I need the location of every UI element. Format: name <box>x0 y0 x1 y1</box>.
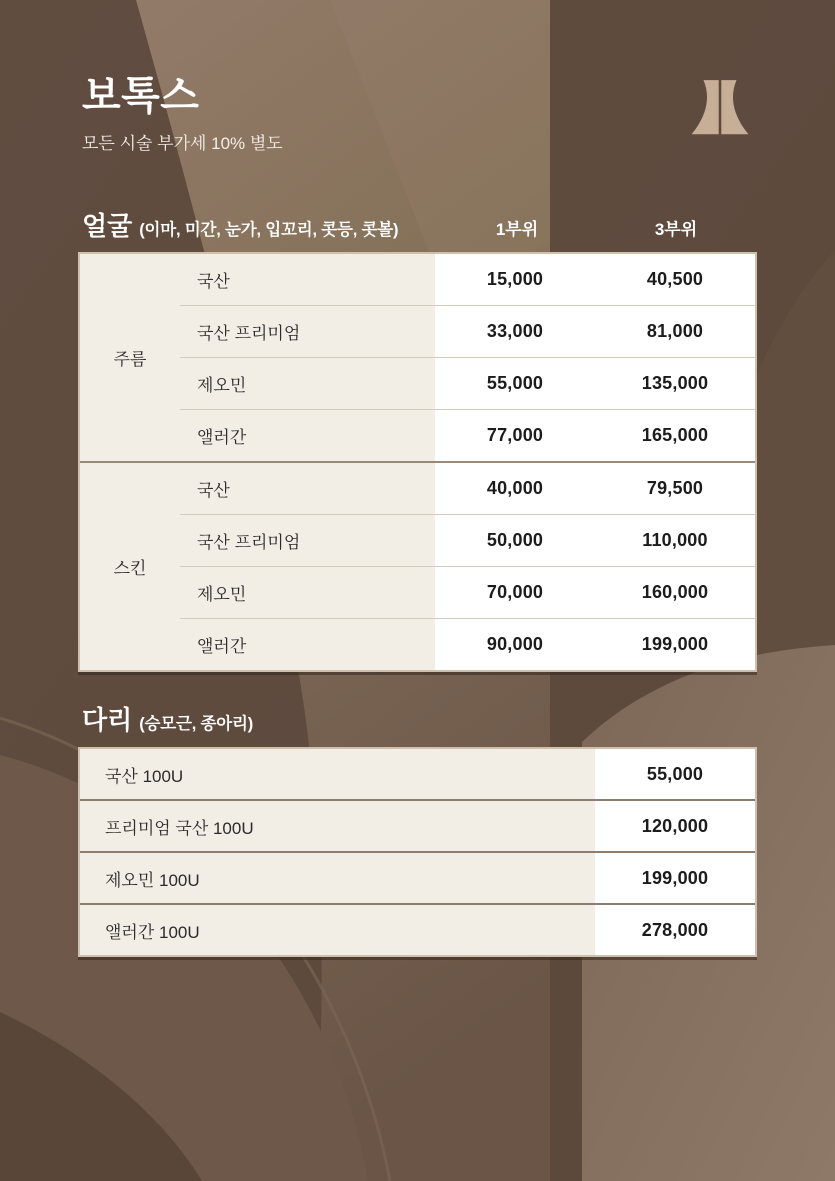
price-3-cell: 40,500 <box>595 254 755 305</box>
leg-section-title-wrap <box>82 700 253 737</box>
price-cell: 199,000 <box>595 853 755 903</box>
item-cell: 국산 <box>180 463 435 514</box>
table-row <box>180 618 755 670</box>
item-cell: 국산 <box>180 254 435 305</box>
table-row <box>180 514 755 566</box>
hourglass-logo-icon <box>687 80 753 142</box>
price-cell: 278,000 <box>595 905 755 955</box>
item-cell: 앨러간 <box>180 410 435 461</box>
group-label: 스킨 <box>80 463 180 670</box>
price-3-cell: 110,000 <box>595 515 755 566</box>
item-cell: 앨러간 100U <box>80 905 595 955</box>
page-title: 보톡스 <box>82 74 200 118</box>
group-label: 주름 <box>80 254 180 461</box>
price-1-cell: 55,000 <box>435 358 595 409</box>
price-3-cell: 79,500 <box>595 463 755 514</box>
face-section-title-wrap <box>82 206 398 243</box>
price-1-cell: 15,000 <box>435 254 595 305</box>
price-3-cell: 135,000 <box>595 358 755 409</box>
table-row <box>180 463 755 514</box>
table-row <box>180 305 755 357</box>
page-header <box>82 74 283 154</box>
leg-price-table <box>78 747 757 957</box>
price-1-cell: 90,000 <box>435 619 595 670</box>
price-1-cell: 50,000 <box>435 515 595 566</box>
face-section-title: 얼굴 <box>82 211 133 241</box>
price-3-cell: 160,000 <box>595 567 755 618</box>
group-wrinkle <box>80 254 755 461</box>
item-cell: 국산 프리미엄 <box>180 515 435 566</box>
group-skin <box>80 461 755 670</box>
price-1-cell: 40,000 <box>435 463 595 514</box>
face-section-subtitle: (이마, 미간, 눈가, 입꼬리, 콧등, 콧볼) <box>139 221 399 239</box>
item-cell: 제오민 100U <box>80 853 595 903</box>
item-cell: 프리미엄 국산 100U <box>80 801 595 851</box>
table-row <box>80 799 755 851</box>
price-3-cell: 81,000 <box>595 306 755 357</box>
table-row <box>180 254 755 305</box>
item-cell: 국산 100U <box>80 749 595 799</box>
item-cell: 국산 프리미엄 <box>180 306 435 357</box>
face-price-table <box>78 252 757 672</box>
price-1-cell: 70,000 <box>435 567 595 618</box>
item-cell: 제오민 <box>180 358 435 409</box>
table-row <box>80 749 755 799</box>
price-3-cell: 165,000 <box>595 410 755 461</box>
table-row <box>180 409 755 461</box>
leg-section-title: 다리 <box>82 705 133 735</box>
table-row <box>80 903 755 955</box>
vat-notice: 모든 시술 부가세 10% 별도 <box>82 134 283 153</box>
price-cell: 55,000 <box>595 749 755 799</box>
price-1-cell: 77,000 <box>435 410 595 461</box>
leg-section-header <box>0 700 835 738</box>
group-rows <box>180 254 755 461</box>
item-cell: 제오민 <box>180 567 435 618</box>
face-section-header <box>0 206 835 244</box>
leg-section-subtitle: (승모근, 종아리) <box>139 715 254 733</box>
price-3-cell: 199,000 <box>595 619 755 670</box>
table-row <box>80 851 755 903</box>
price-cell: 120,000 <box>595 801 755 851</box>
item-cell: 앨러간 <box>180 619 435 670</box>
column-header-1-area: 1부위 <box>495 220 539 239</box>
column-header-3-area: 3부위 <box>654 220 698 239</box>
group-rows <box>180 463 755 670</box>
table-row <box>180 357 755 409</box>
table-row <box>180 566 755 618</box>
price-1-cell: 33,000 <box>435 306 595 357</box>
